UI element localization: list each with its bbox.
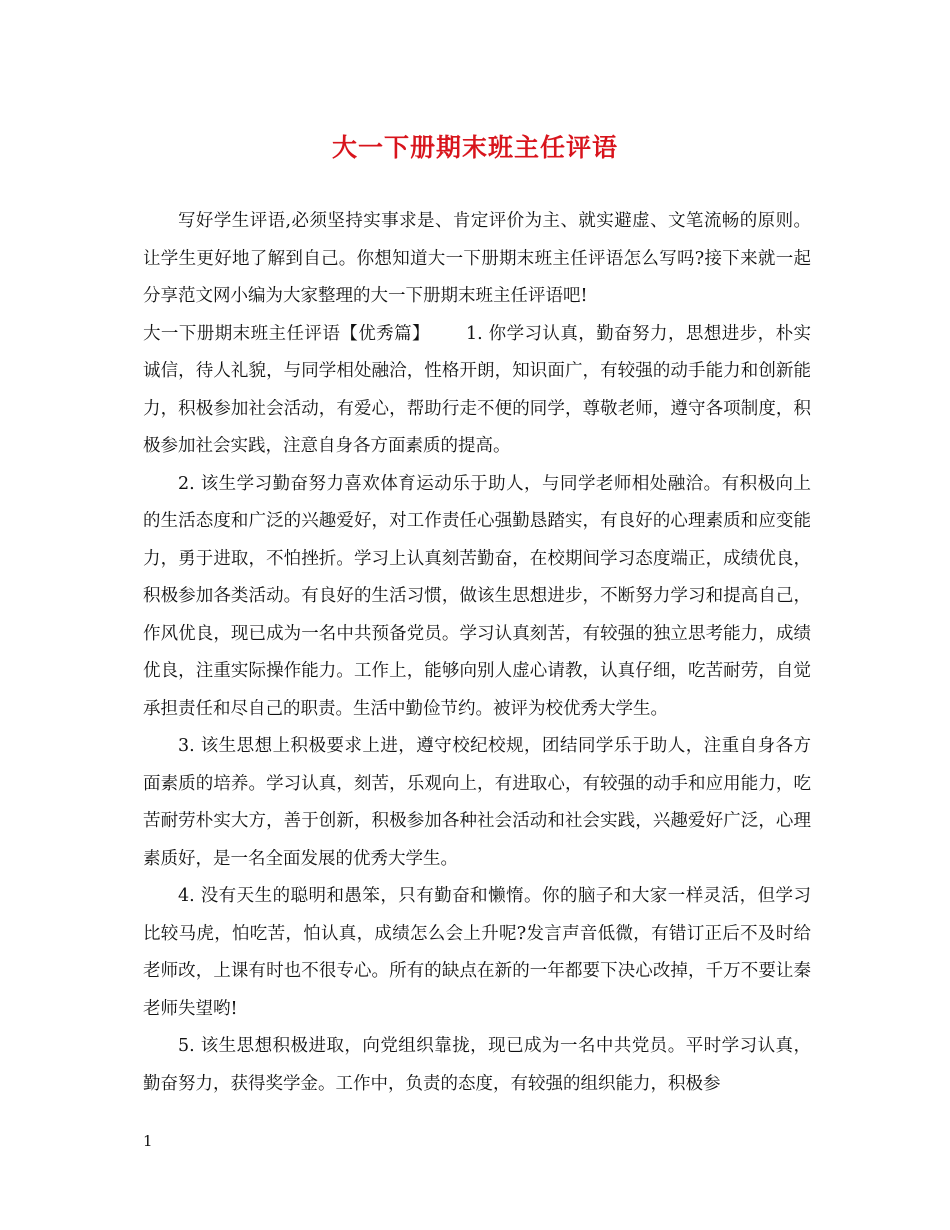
comment-item-3: 3. 该生思想上积极要求上进，遵守校纪校规，团结同学乐于助人，注重自身各方面素质的培养。学习认真，刻苦，乐观向上，有进取心，有较强的动手和应用能力，吃苦耐劳朴实大方，善于创新，积极参加各种社会活动和社会实践，兴趣爱好广泛，心理素质好，是一名全面发展的优秀大学生。 — [143, 736, 811, 869]
comment-item-2: 2. 该生学习勤奋努力喜欢体育运动乐于助人，与同学老师相处融洽。有积极向上的生活态度和广泛的兴趣爱好，对工作责任心强勤恳踏实，有良好的心理素质和应变能力，勇于进取，不怕挫折。学习上认真刻苦勤奋，在校期间学习态度端正，成绩优良，积极参加各类活动。有良好的生活习惯，做该生思想进步，不断努力学习和提高自己，作风优良，现已成为一名中共预备党员。学习认真刻苦，有较强的独立思考能力，成绩优良，注重实际操作能力。工作上，能够向别人虚心请教，认真仔细，吃苦耐劳，自觉承担责任和尽自己的职责。生活中勤俭节约。被评为校优秀大学生。 — [143, 473, 811, 719]
comment-item-4: 4. 没有天生的聪明和愚笨，只有勤奋和懒惰。你的脑子和大家一样灵活，但学习比较马虎，怕吃苦，怕认真，成绩怎么会上升呢?发言声音低微，有错订正后不及时给老师改，上课有时也不很专心。所有的缺点在新的一年都要下决心改掉，千万不要让秦老师失望哟! — [143, 886, 811, 1019]
page-number: 1 — [143, 1132, 153, 1150]
comment-item-5: 5. 该生思想积极进取，向党组织靠拢，现已成为一名中共党员。平时学习认真，勤奋努力，获得奖学金。工作中，负责的态度，有较强的组织能力，积极参 — [143, 1036, 811, 1094]
first-item-paragraph — [143, 316, 811, 466]
intro-paragraph: 写好学生评语,必须坚持实事求是、肯定评价为主、就实避虚、文笔流畅的原则。让学生更好地了解到自己。你想知道大一下册期末班主任评语怎么写吗?接下来就一起分享范文网小编为大家整理的大一下册期末班主任评语吧! — [143, 211, 811, 306]
section-heading: 大一下册期末班主任评语【优秀篇】 — [143, 323, 430, 344]
comment-item-1: 1. 你学习认真，勤奋努力，思想进步，朴实诚信，待人礼貌，与同学相处融洽，性格开朗，知识面广，有较强的动手能力和创新能力，积极参加社会活动，有爱心，帮助行走不便的同学，尊敬老师，遵守各项制度，积极参加社会实践，注意自身各方面素质的提高。 — [143, 323, 811, 456]
document-title: 大一下册期末班主任评语 — [331, 133, 618, 162]
document-body — [143, 203, 811, 1103]
